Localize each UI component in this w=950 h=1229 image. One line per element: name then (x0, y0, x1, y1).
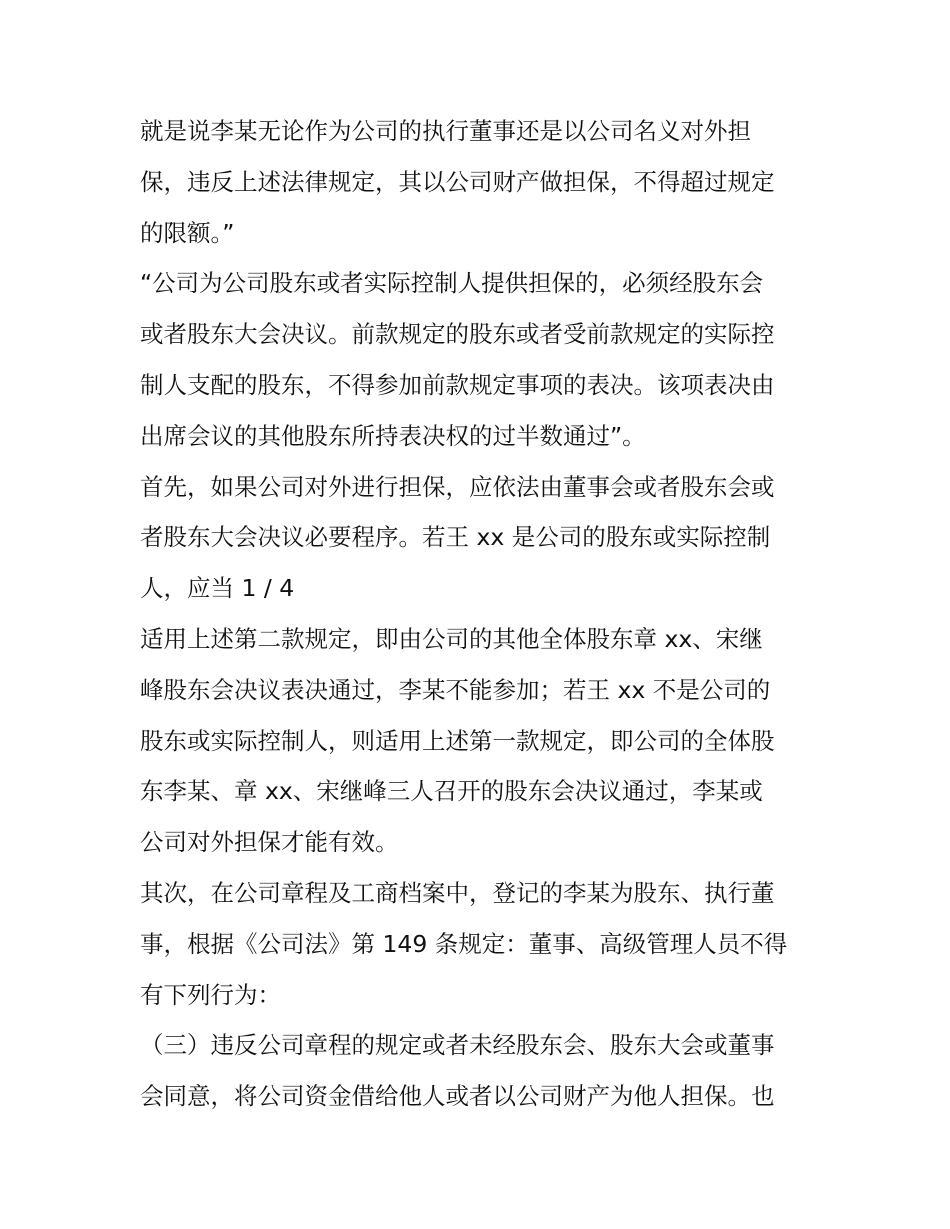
text-line: 会同意，将公司资金借给他人或者以公司财产为他人担保。也 (140, 1082, 775, 1111)
text-line: “公司为公司股东或者实际控制人提供担保的，必须经股东会 (140, 269, 764, 298)
text-line: 者股东大会决议必要程序。若王 xx 是公司的股东或实际控制 (140, 523, 771, 552)
text-line: 适用上述第二款规定，即由公司的其他全体股东章 xx、宋继 (140, 624, 763, 653)
document-body (140, 106, 820, 1122)
text-line: 或者股东大会决议。前款规定的股东或者受前款规定的实际控 (140, 320, 775, 349)
text-line: 就是说李某无论作为公司的执行董事还是以公司名义对外担 (140, 117, 751, 145)
text-line: 股东或实际控制人，则适用上述第一款规定，即公司的全体股 (140, 726, 775, 755)
text-line: 公司对外担保才能有效。 (140, 828, 399, 857)
text-line: （三）违反公司章程的规定或者未经股东会、股东大会或董事 (140, 1031, 775, 1060)
text-line: 首先，如果公司对外进行担保，应依法由董事会或者股东会或 (140, 472, 775, 501)
text-line: 其次，在公司章程及工商档案中，登记的李某为股东、执行董 (140, 878, 775, 907)
text-line: 制人支配的股东，不得参加前款规定事项的表决。该项表决由 (140, 370, 775, 399)
text-line: 的限额。” (140, 218, 235, 247)
text-line: 有下列行为： (140, 980, 281, 1009)
text-line: 出席会议的其他股东所持表决权的过半数通过”。 (140, 421, 646, 450)
text-line: 峰股东会决议表决通过，李某不能参加；若王 xx 不是公司的 (140, 675, 771, 704)
text-line-page-marker: 人，应当 1 / 4 (140, 574, 295, 603)
text-line: 保，违反上述法律规定，其以公司财产做担保，不得超过规定 (140, 167, 775, 196)
text-line: 事，根据《公司法》第 149 条规定：董事、高级管理人员不得 (140, 929, 788, 958)
text-line: 东李某、章 xx、宋继峰三人召开的股东会决议通过，李某或 (140, 777, 763, 806)
